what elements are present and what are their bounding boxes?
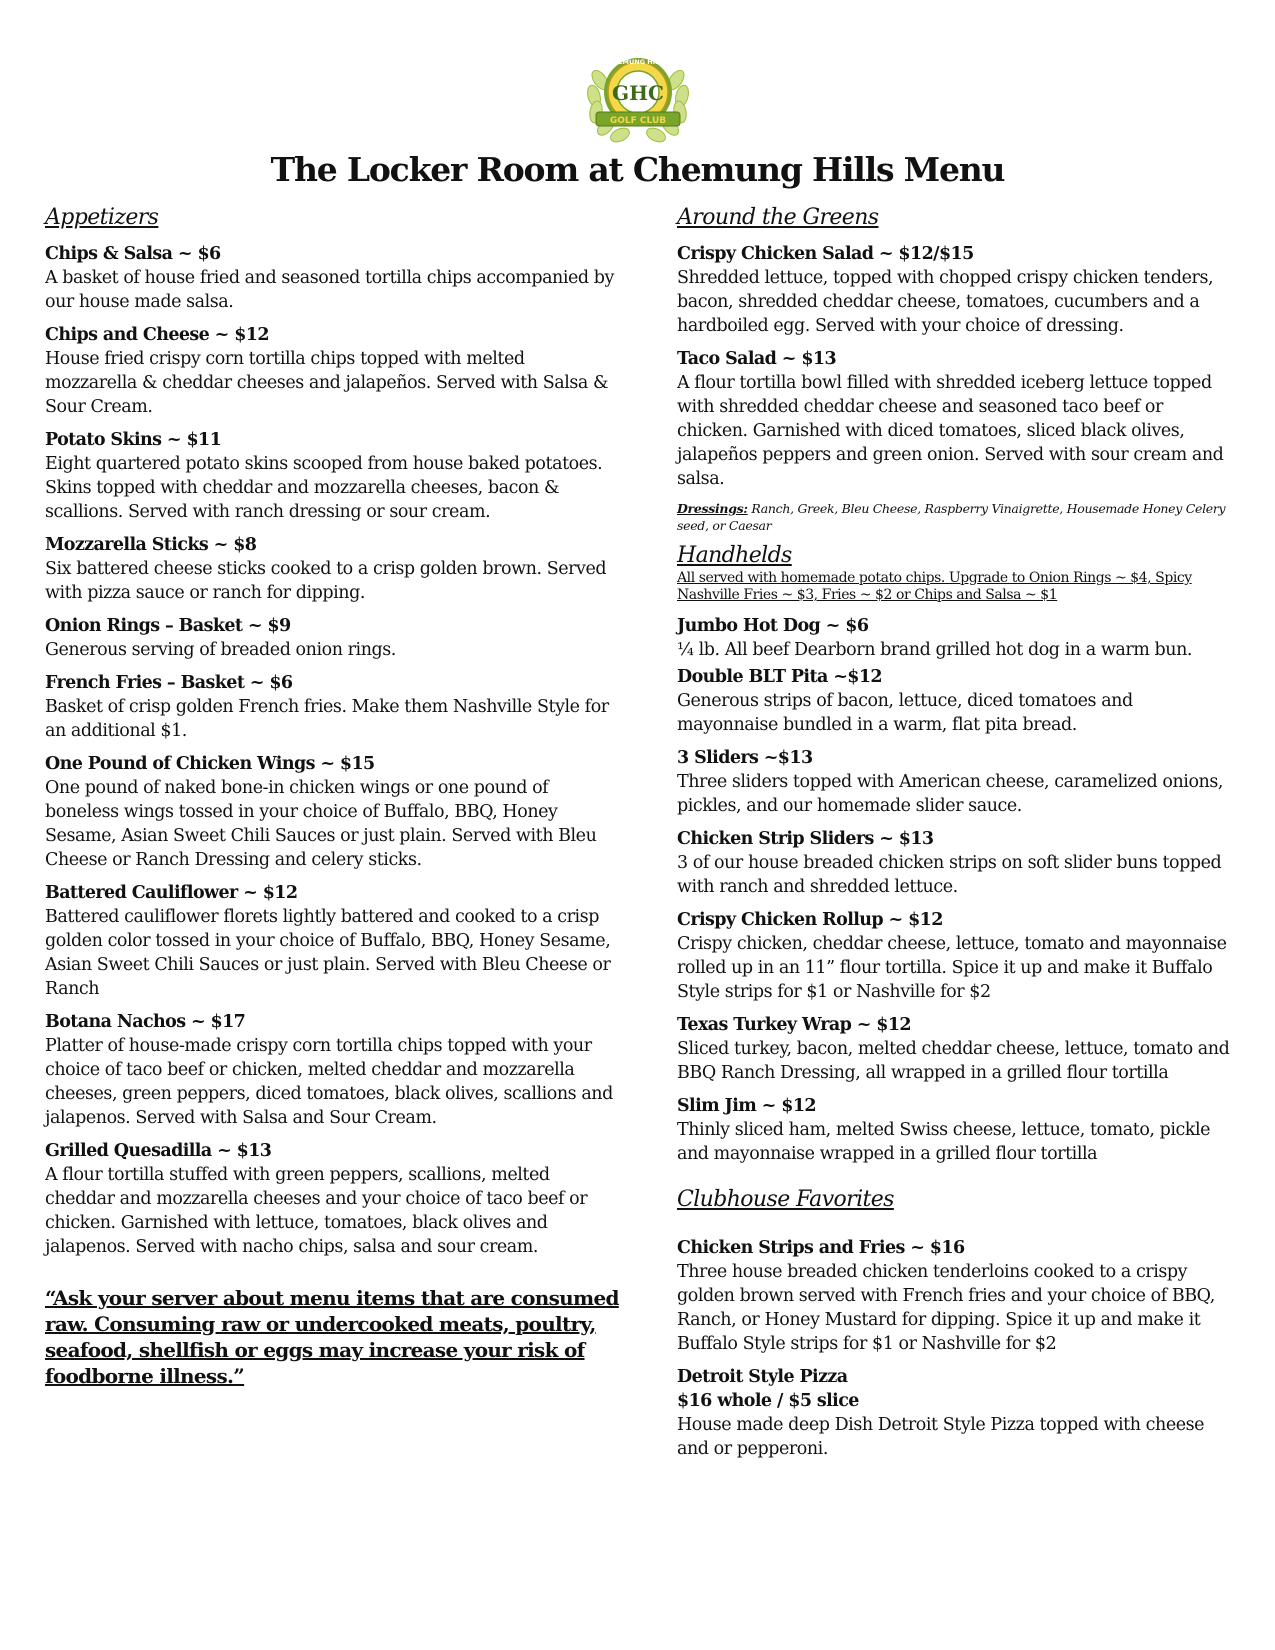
item-desc: Thinly sliced ham, melted Swiss cheese, lettuce, tomato, pickle and mayonnaise wrapped in a grilled flour tortilla bbox=[677, 1120, 1211, 1164]
item-desc: Crispy chicken, cheddar cheese, lettuce, tomato and mayonnaise rolled up in an 11” flour tortilla. Spice it up and make it Buffalo Style strips for $1 or Nashville for $2 bbox=[677, 934, 1227, 1002]
handhelds-upgrade-note: All served with homemade potato chips. Upgrade to Onion Rings ~ $4, Spicy Nashville Fries ~ $3, Fries ~ $2 or Chips and Salsa ~ $1 bbox=[677, 570, 1192, 603]
item-desc: House fried crispy corn tortilla chips topped with melted mozzarella & cheddar cheeses and jalapeños. Served with Salsa & Sour Cream. bbox=[45, 349, 609, 417]
item-desc: Shredded lettuce, topped with chopped crispy chicken tenders, bacon, shredded cheddar cheese, tomatoes, cucumbers and a hardboiled egg. Served with your choice of dressing. bbox=[677, 268, 1214, 336]
left-column bbox=[45, 206, 620, 1389]
section-around-the-greens: Around the Greens bbox=[677, 205, 879, 230]
menu-item bbox=[677, 746, 1237, 818]
item-name: Onion Rings – Basket ~ $9 bbox=[45, 616, 291, 636]
item-desc: Basket of crisp golden French fries. Make them Nashville Style for an additional $1. bbox=[45, 697, 609, 741]
food-safety-warning: “Ask your server about menu items that are consumed raw. Consuming raw or undercooked meats, poultry, seafood, shellfish or eggs may increase your risk of foodborne illness.” bbox=[45, 1286, 619, 1388]
item-desc: Generous strips of bacon, lettuce, diced tomatoes and mayonnaise bundled in a warm, flat pita bread. bbox=[677, 691, 1133, 735]
menu-item bbox=[677, 1365, 1237, 1461]
item-name: Botana Nachos ~ $17 bbox=[45, 1012, 246, 1032]
item-desc: Six battered cheese sticks cooked to a crisp golden brown. Served with pizza sauce or ranch for dipping. bbox=[45, 559, 607, 603]
golf-club-logo bbox=[582, 50, 694, 146]
item-name: Mozzarella Sticks ~ $8 bbox=[45, 535, 257, 555]
dressings-note bbox=[677, 500, 1237, 534]
item-price: $16 whole / $5 slice bbox=[677, 1391, 859, 1411]
item-name: Chips & Salsa ~ $6 bbox=[45, 244, 221, 264]
section-handhelds: Handhelds bbox=[677, 543, 792, 568]
item-name: Grilled Quesadilla ~ $13 bbox=[45, 1141, 272, 1161]
item-desc: Three house breaded chicken tenderloins cooked to a crispy golden brown served with French fries and your choice of BBQ, Ranch, or Honey Mustard for dipping. Spice it up and make it Buffalo Style strips for $1 or Nashville for $2 bbox=[677, 1262, 1215, 1354]
menu-item bbox=[45, 671, 620, 743]
item-desc: A flour tortilla bowl filled with shredded iceberg lettuce topped with shredded cheddar cheese and seasoned taco beef or chicken. Garnished with diced tomatoes, sliced black olives, jalapeños peppers and green onion. Served with sour cream and salsa. bbox=[677, 373, 1224, 489]
item-desc: A basket of house fried and seasoned tortilla chips accompanied by our house made salsa. bbox=[45, 268, 614, 312]
item-name: Texas Turkey Wrap ~ $12 bbox=[677, 1015, 911, 1035]
menu-item bbox=[45, 1139, 620, 1259]
item-name: 3 Sliders ~$13 bbox=[677, 748, 813, 768]
item-name: Detroit Style Pizza bbox=[677, 1367, 848, 1387]
section-appetizers: Appetizers bbox=[45, 205, 159, 230]
item-name: Double BLT Pita ~$12 bbox=[677, 667, 882, 687]
menu-item bbox=[45, 323, 620, 419]
menu-item bbox=[677, 908, 1237, 1004]
item-desc: House made deep Dish Detroit Style Pizza topped with cheese and or pepperoni. bbox=[677, 1415, 1205, 1459]
item-desc: Sliced turkey, bacon, melted cheddar cheese, lettuce, tomato and BBQ Ranch Dressing, all wrapped in a grilled flour tortilla bbox=[677, 1039, 1230, 1083]
item-name: Crispy Chicken Salad ~ $12/$15 bbox=[677, 244, 974, 264]
menu-item bbox=[677, 665, 1237, 737]
menu-item bbox=[45, 752, 620, 872]
item-name: Battered Cauliflower ~ $12 bbox=[45, 883, 298, 903]
menu-item bbox=[677, 827, 1237, 899]
right-column bbox=[677, 206, 1237, 1470]
dressings-list: Ranch, Greek, Bleu Cheese, Raspberry Vinaigrette, Housemade Honey Celery seed, or Caesar bbox=[677, 501, 1226, 533]
item-name: Crispy Chicken Rollup ~ $12 bbox=[677, 910, 943, 930]
item-name: Potato Skins ~ $11 bbox=[45, 430, 222, 450]
item-name: Chicken Strips and Fries ~ $16 bbox=[677, 1238, 965, 1258]
item-desc: Generous serving of breaded onion rings. bbox=[45, 640, 396, 660]
logo-top-text: CHEMUNG HILLS bbox=[607, 58, 669, 66]
dressings-label: Dressings: bbox=[677, 501, 748, 516]
item-desc: A flour tortilla stuffed with green peppers, scallions, melted cheddar and mozzarella cheeses and your choice of taco beef or chicken. Garnished with lettuce, tomatoes, black olives and jalapenos. Served with nacho chips, salsa and sour cream. bbox=[45, 1165, 588, 1257]
item-name: Chips and Cheese ~ $12 bbox=[45, 325, 269, 345]
menu-item bbox=[45, 533, 620, 605]
menu-item bbox=[45, 1010, 620, 1130]
menu-item bbox=[45, 881, 620, 1001]
logo-emblem bbox=[582, 50, 694, 146]
item-name: French Fries – Basket ~ $6 bbox=[45, 673, 293, 693]
logo-monogram: GHC bbox=[612, 81, 664, 105]
menu-item bbox=[45, 614, 620, 662]
section-clubhouse-favorites: Clubhouse Favorites bbox=[677, 1187, 894, 1212]
item-name: Chicken Strip Sliders ~ $13 bbox=[677, 829, 934, 849]
item-desc: 3 of our house breaded chicken strips on soft slider buns topped with ranch and shredded lettuce. bbox=[677, 853, 1222, 897]
page-title: The Locker Room at Chemung Hills Menu bbox=[270, 150, 1005, 189]
menu-item bbox=[677, 1094, 1237, 1166]
menu-item bbox=[677, 242, 1237, 338]
menu-item bbox=[677, 347, 1237, 491]
item-name: Jumbo Hot Dog ~ $6 bbox=[677, 616, 869, 636]
menu-item bbox=[45, 428, 620, 524]
item-desc: Platter of house-made crispy corn tortilla chips topped with your choice of taco beef or chicken, melted cheddar and mozzarella cheeses, green peppers, diced tomatoes, black olives, scallions and jalapenos. Served with Salsa and Sour Cream. bbox=[45, 1036, 613, 1128]
item-desc: ¼ lb. All beef Dearborn brand grilled hot dog in a warm bun. bbox=[677, 640, 1193, 660]
logo-banner-text: GOLF CLUB bbox=[609, 116, 667, 126]
menu-item bbox=[677, 614, 1237, 662]
item-name: Taco Salad ~ $13 bbox=[677, 349, 837, 369]
menu-item bbox=[677, 1236, 1237, 1356]
item-desc: Three sliders topped with American cheese, caramelized onions, pickles, and our homemade slider sauce. bbox=[677, 772, 1224, 816]
menu-item bbox=[45, 242, 620, 314]
item-desc: One pound of naked bone-in chicken wings or one pound of boneless wings tossed in your choice of Buffalo, BBQ, Honey Sesame, Asian Sweet Chili Sauces or just plain. Served with Bleu Cheese or Ranch Dressing and celery sticks. bbox=[45, 778, 597, 870]
item-desc: Battered cauliflower florets lightly battered and cooked to a crisp golden color tossed in your choice of Buffalo, BBQ, Honey Sesame, Asian Sweet Chili Sauces or just plain. Served with Bleu Cheese or Ranch bbox=[45, 907, 611, 999]
item-name: Slim Jim ~ $12 bbox=[677, 1096, 816, 1116]
menu-item bbox=[677, 1013, 1237, 1085]
item-name: One Pound of Chicken Wings ~ $15 bbox=[45, 754, 375, 774]
item-desc: Eight quartered potato skins scooped from house baked potatoes. Skins topped with cheddar and mozzarella cheeses, bacon & scallions. Served with ranch dressing or sour cream. bbox=[45, 454, 603, 522]
